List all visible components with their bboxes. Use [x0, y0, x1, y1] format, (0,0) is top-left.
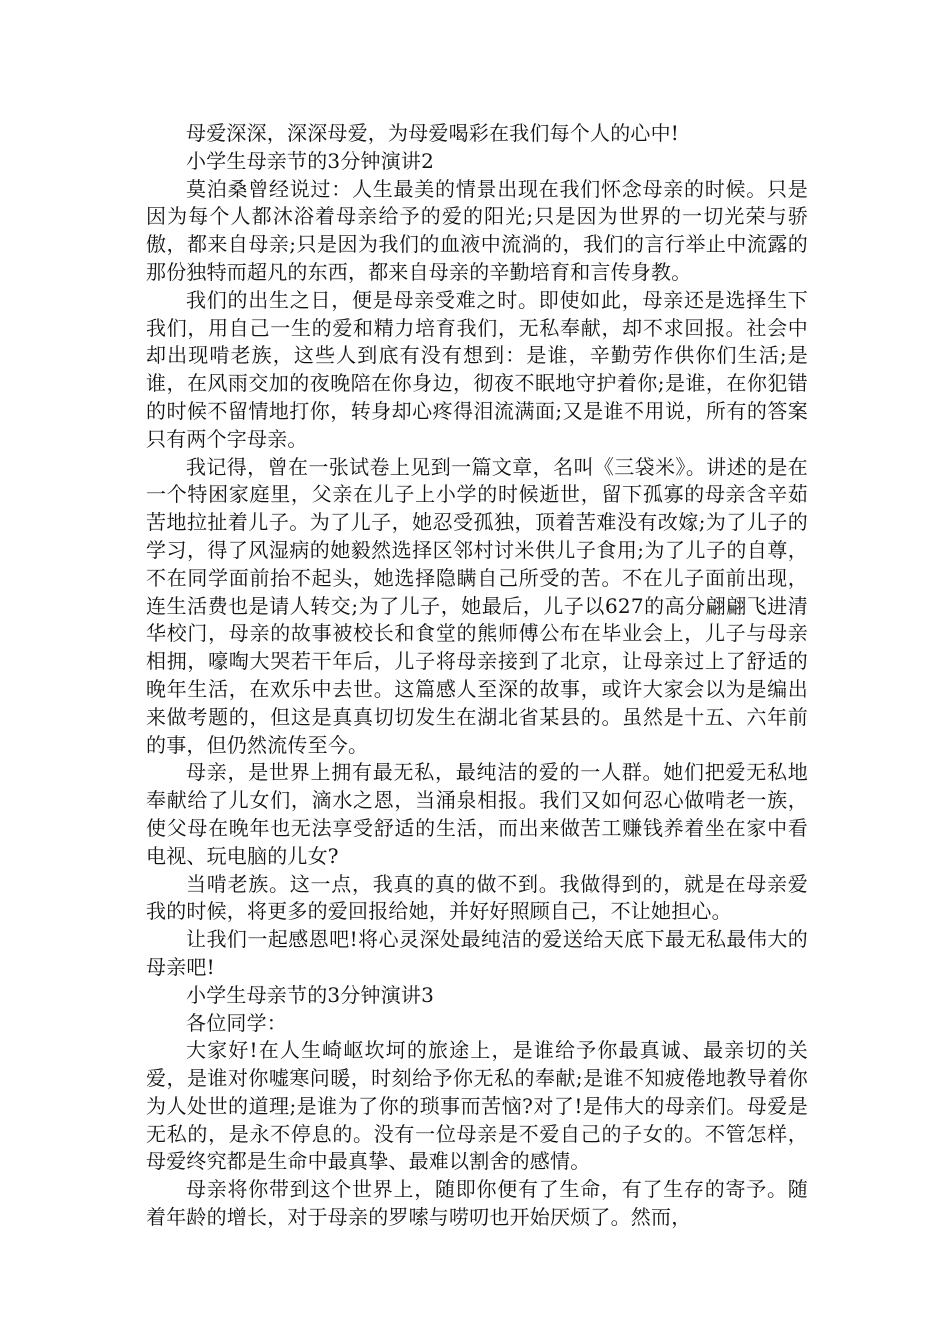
- paragraph-birth: 我们的出生之日，便是母亲受难之时。即使如此，母亲还是选择生下我们，用自己一生的爱和精力培育我们，无私奉献，却不求回报。社会中却出现啃老族，这些人到底有没有想到：是谁，辛勤劳作供你们生活;是谁，在风雨交加的夜晚陪在你身边，彻夜不眠地守护着你;是谁，在你犯错的时候不留情地打你，转身却心疼得泪流满面;又是谁不用说，所有的答案只有两个字母亲。: [146, 287, 808, 451]
- speech-2-heading: 小学生母亲节的3分钟演讲2: [186, 148, 435, 173]
- paragraph-selfless-love: 母亲，是世界上拥有最无私，最纯洁的爱的一人群。她们把爱无私地奉献给了儿女们，滴水之恩，当涌泉相报。我们又如何忍心做啃老一族，使父母在晚年也无法享受舒适的生活，而出来做苦工赚钱养着坐在家中看电视、玩电脑的儿女?: [146, 760, 808, 868]
- document-body: [146, 120, 808, 1232]
- speech-3-heading: 小学生母亲节的3分钟演讲3: [186, 982, 435, 1007]
- paragraph-hello: 大家好!在人生崎岖坎坷的旅途上，是谁给予你最真诚、最亲切的关爱，是谁对你嘘寒问暖，时刻给予你无私的奉献;是谁不知疲倦地教导着你为人处世的道理;是谁为了你的琐事而苦恼?对了!是伟大的母亲们。母爱是无私的，是永不停息的。没有一位母亲是不爱自己的子女的。不管怎样，母爱终究都是生命中最真挚、最难以割舍的感情。: [146, 1038, 808, 1174]
- paragraph-not-neet: 当啃老族。这一点，我真的真的做不到。我做得到的，就是在母亲爱我的时候，将更多的爱回报给她，并好好照顾自己，不让她担心。: [146, 871, 808, 924]
- paragraph-maupassant: 莫泊桑曾经说过：人生最美的情景出现在我们怀念母亲的时候。只是因为每个人都沐浴着母亲给予的爱的阳光;只是因为世界的一切光荣与骄傲，都来自母亲;只是因为我们的血液中流淌的，我们的言行举止中流露的那份独特而超凡的东西，都来自母亲的辛勤培育和言传身教。: [146, 176, 808, 284]
- paragraph-closing-line: 母爱深深，深深母爱，为母爱喝彩在我们每个人的心中!: [186, 121, 680, 145]
- speech-3-greeting: 各位同学：: [186, 1010, 287, 1035]
- paragraph-mother-life: 母亲将你带到这个世界上，随即你便有了生命，有了生存的寄予。随着年龄的增长，对于母亲的罗嗦与唠叨也开始厌烦了。然而，: [146, 1177, 808, 1230]
- paragraph-gratitude: 让我们一起感恩吧!将心灵深处最纯洁的爱送给天底下最无私最伟大的母亲吧!: [146, 927, 808, 979]
- paragraph-three-bags-rice: 我记得，曾在一张试卷上见到一篇文章，名叫《三袋米》。讲述的是在一个特困家庭里，父亲在儿子上小学的时候逝世，留下孤寡的母亲含辛茹苦地拉扯着儿子。为了儿子，她忍受孤独，顶着苦难没有改嫁;为了儿子的学习，得了风湿病的她毅然选择区邻村讨米供儿子食用;为了儿子的自尊，不在同学面前抬不起头，她选择隐瞒自己所受的苦。不在儿子面前出现，连生活费也是请人转交;为了儿子，她最后，儿子以627的高分翩翩飞进清华校门，母亲的故事被校长和食堂的熊师傅公布在毕业会上，儿子与母亲相拥，嚎啕大哭若干年后，儿子将母亲接到了北京，让母亲过上了舒适的晚年生活，在欢乐中去世。这篇感人至深的故事，或许大家会以为是编出来做考题的，但这是真真切切发生在湖北省某县的。虽然是十五、六年前的事，但仍然流传至今。: [146, 454, 808, 757]
